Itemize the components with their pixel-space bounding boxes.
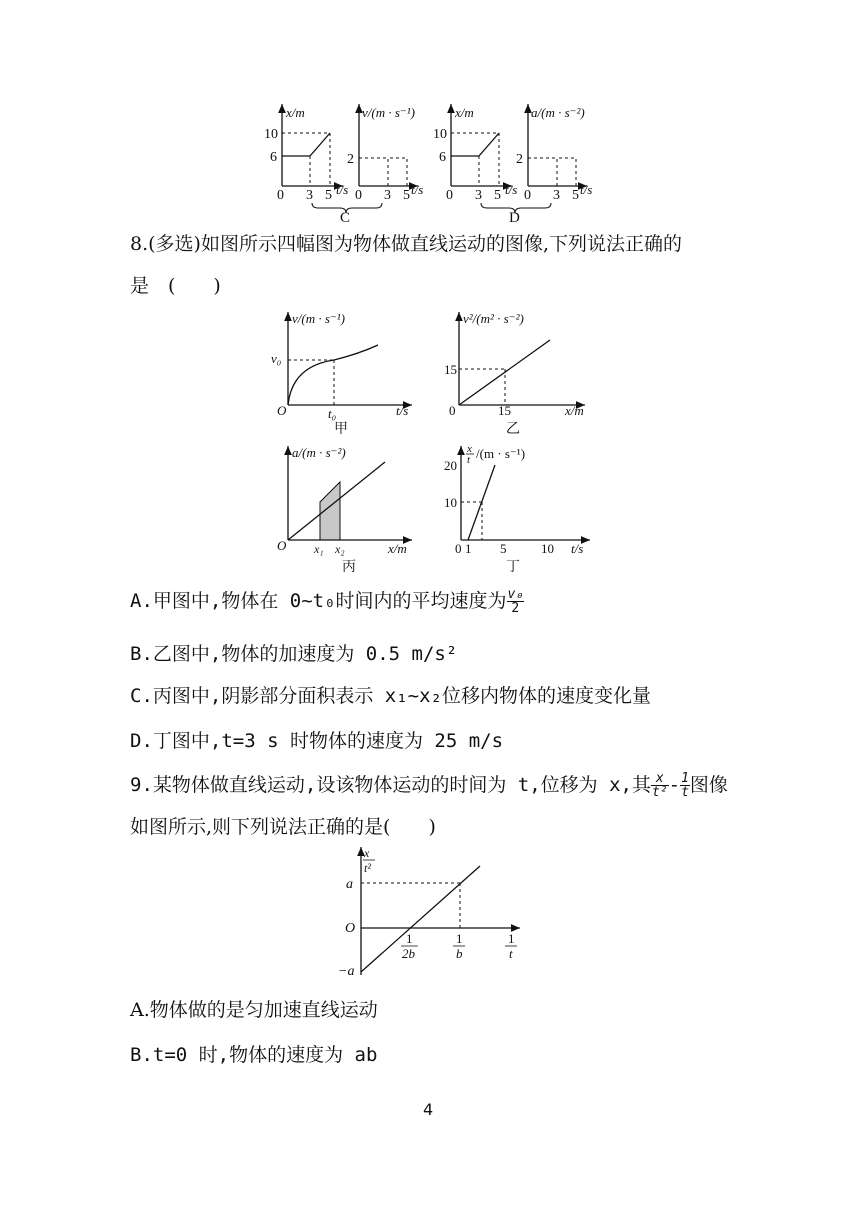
bing-origin: O	[277, 538, 287, 553]
frac-numerator: x	[651, 772, 669, 786]
yi-ytick: 15	[444, 362, 457, 377]
c-x-xlabel: t/s	[336, 182, 349, 197]
d-a-xtick-3: 3	[553, 188, 560, 203]
ding-ytick-10: 10	[444, 495, 457, 510]
q8-option-d: D.丁图中,t=3 s 时物体的速度为 25 m/s	[130, 730, 504, 752]
q8-option-b: B.乙图中,物体的加速度为 0.5 m/s²	[130, 643, 458, 665]
bing-caption: 丙	[342, 560, 356, 575]
d-a-xtick-5: 5	[572, 188, 579, 203]
q9-ylabel-num: x	[364, 846, 370, 860]
q9-stem-text: 9.某物体做直线运动,设该物体运动的时间为 t,位移为 x,其	[130, 774, 651, 796]
d-x-xtick-0: 0	[446, 188, 453, 203]
c-v-xtick-0: 0	[355, 188, 362, 203]
fig-c-xt	[264, 104, 348, 203]
d-a-xlabel: t/s	[580, 182, 593, 197]
yi-xtick: 15	[498, 403, 511, 418]
ding-ytick-20: 20	[444, 458, 457, 473]
q8-option-a-fraction	[507, 588, 525, 615]
q9-origin: O	[345, 921, 356, 936]
ding-ylabel-num: x	[467, 443, 472, 455]
d-a-ytick-2: 2	[516, 152, 523, 167]
q8-option-a-text: A.甲图中,物体在 0~t₀时间内的平均速度为	[130, 590, 507, 612]
q9-option-b: B.t=0 时,物体的速度为 ab	[130, 1044, 378, 1066]
fig-d-xt	[433, 104, 517, 203]
ding-ylabel-den: t	[467, 454, 471, 466]
c-x-ylabel: x/m	[286, 105, 305, 120]
q9-x2-num: 1	[456, 931, 463, 946]
q9-x2-den: b	[456, 946, 463, 961]
d-x-xlabel: t/s	[505, 182, 518, 197]
q8-stem-line2: 是 ( )	[130, 275, 221, 297]
q8-option-c: C.丙图中,阴影部分面积表示 x₁~x₂位移内物体的速度变化量	[130, 685, 651, 707]
top-figures	[0, 0, 860, 225]
q9-x1-den: 2b	[402, 946, 415, 961]
d-x-ytick-6: 6	[439, 150, 446, 165]
frac-denominator: 2	[511, 601, 520, 616]
q9-fraction-x-t2	[651, 772, 669, 799]
frac-numerator: 1	[681, 771, 689, 786]
q8-option-a	[130, 586, 524, 615]
jia-xtick: t₀	[328, 406, 337, 421]
q9-dash: -	[668, 774, 681, 796]
ding-xtick-10: 10	[541, 541, 554, 556]
d-x-xtick-5: 5	[494, 188, 501, 203]
bing-xlabel: x/m	[388, 541, 407, 556]
yi-caption: 乙	[506, 422, 520, 437]
yi-ylabel: v²/(m² · s⁻²)	[463, 311, 524, 326]
q9-xlabel-num: 1	[508, 931, 515, 946]
c-v-ylabel: v/(m · s⁻¹)	[362, 105, 415, 120]
q9-stem-line1	[130, 770, 728, 799]
fig-c-vt	[347, 104, 423, 203]
c-v-xtick-5: 5	[403, 188, 410, 203]
d-a-ylabel: a/(m · s⁻²)	[531, 105, 585, 120]
q8-stem-line1: 8.(多选)如图所示四幅图为物体做直线运动的图像,下列说法正确的	[130, 233, 682, 255]
fig-ding	[444, 443, 590, 575]
c-v-ytick-2: 2	[347, 152, 354, 167]
fig-d-at	[516, 104, 592, 203]
c-x-xtick-5: 5	[325, 188, 332, 203]
c-x-xtick-0: 0	[277, 188, 284, 203]
jia-caption: 甲	[334, 422, 348, 437]
bing-ylabel: a/(m · s⁻²)	[292, 445, 346, 460]
frac-numerator: v₀	[507, 587, 524, 602]
ding-xtick-0: 0	[455, 541, 462, 556]
c-x-ytick-10: 10	[264, 127, 278, 142]
d-a-xtick-0: 0	[524, 188, 531, 203]
c-x-ytick-6: 6	[270, 150, 277, 165]
d-x-xtick-3: 3	[475, 188, 482, 203]
jia-ylabel: v/(m · s⁻¹)	[292, 311, 345, 326]
fig-yi	[444, 311, 585, 437]
q9-stem-line2: 如图所示,则下列说法正确的是( )	[130, 816, 436, 838]
jia-ytick: v₀	[271, 351, 282, 366]
jia-xlabel: t/s	[396, 403, 409, 418]
ding-xtick-5: 5	[500, 541, 507, 556]
ding-xtick-1: 1	[465, 541, 472, 556]
ding-ylabel-rest: /(m · s⁻¹)	[476, 446, 526, 461]
label-d: D	[509, 210, 520, 225]
bing-x1: x₁	[314, 542, 324, 556]
q9-ytick-a: a	[346, 877, 353, 892]
q9-option-a: A.物体做的是匀加速直线运动	[130, 999, 378, 1021]
fig-bing	[277, 445, 412, 575]
yi-origin: 0	[449, 403, 456, 418]
q9-x1-num: 1	[406, 931, 413, 946]
frac-denominator: t	[681, 785, 689, 800]
yi-xlabel: x/m	[565, 403, 584, 418]
frac-denominator: t²	[651, 785, 668, 800]
ding-caption: 丁	[506, 560, 520, 575]
fig-jia	[271, 311, 412, 437]
q8-figures	[0, 300, 860, 590]
c-v-xtick-3: 3	[384, 188, 391, 203]
label-c: C	[340, 210, 351, 225]
d-x-ytick-10: 10	[433, 127, 447, 142]
c-v-xlabel: t/s	[411, 182, 424, 197]
q9-fraction-1-t	[680, 772, 690, 799]
q9-stem-suffix: 图像	[689, 774, 728, 796]
q9-figure	[0, 840, 860, 980]
q9-ylabel-den: t²	[364, 861, 371, 875]
c-x-xtick-3: 3	[306, 188, 313, 203]
q9-ytick-neg-a: −a	[338, 964, 355, 979]
q9-xlabel-den: t	[509, 946, 513, 961]
ding-xlabel: t/s	[571, 541, 584, 556]
d-x-ylabel: x/m	[455, 105, 474, 120]
page-number: 4	[423, 1100, 434, 1119]
bing-x2: x₂	[335, 542, 345, 556]
jia-origin: O	[277, 403, 287, 418]
